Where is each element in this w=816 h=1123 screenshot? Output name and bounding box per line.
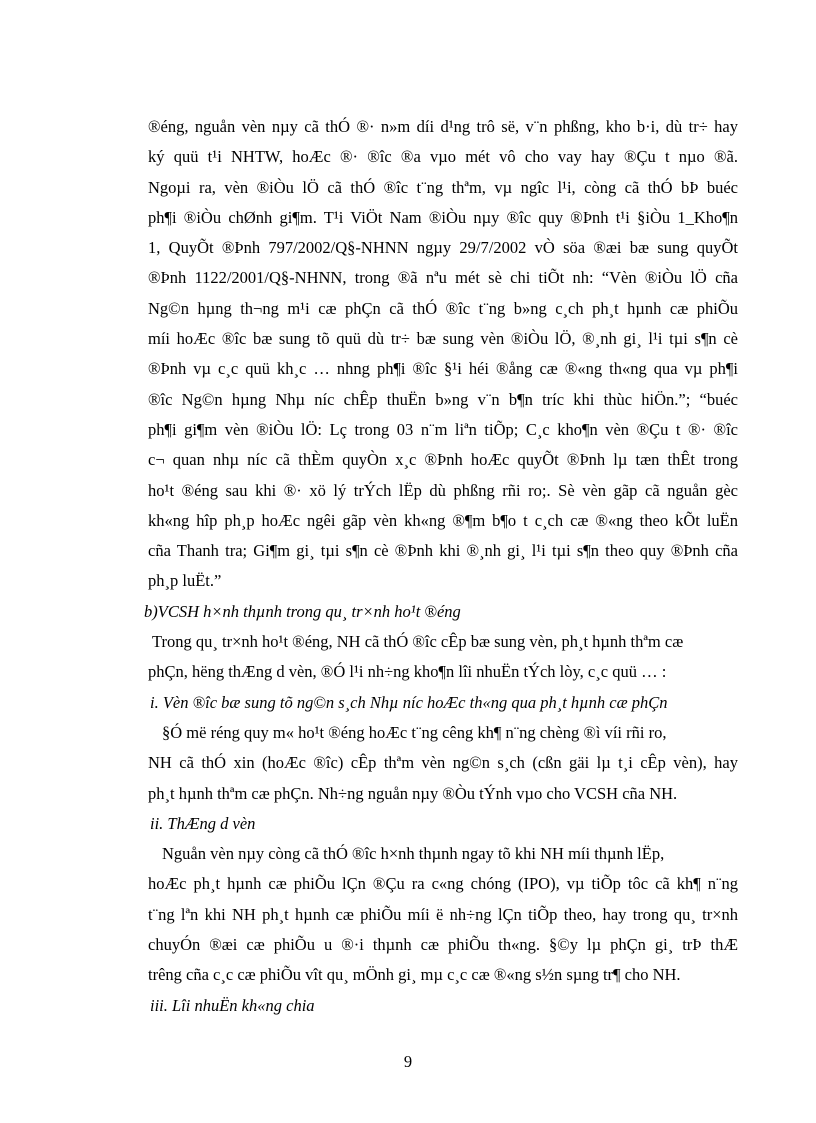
section-heading: ii. ThÆng d vèn [150,813,256,833]
body-text-line: t¨ng lªn khi NH ph¸t hµnh cæ phiÕu míi ë nh÷ng lÇn tiÕp theo, hay trong qu¸ tr×nh [148,904,738,924]
body-text-line: kh«ng hîp ph¸p hoÆc ngêi gãp vèn kh«ng ®¶m b¶o t c¸ch cæ ®«ng theo kÕt luËn [148,510,738,530]
body-text-line: ph¶i ®iÒu chØnh gi¶m. T¹i ViÖt Nam ®iÒu nµy ®îc quy ®Þnh t¹i §iÒu 1_Kho¶n [148,207,738,227]
body-text-line: §Ó më réng quy m« ho¹t ®éng hoÆc t¨ng cêng kh¶ n¨ng chèng ®ì víi rñi ro, [162,722,667,742]
body-text-line: cña Thanh tra; Gi¶m gi¸ tµi s¶n cè ®Þnh khi ®¸nh gi¸ l¹i tµi s¶n theo quy ®Þnh cña [148,541,738,561]
section-heading: i. Vèn ®îc bæ sung tõ ng©n s¸ch Nhµ níc hoÆc th«ng qua ph¸t hµnh cæ phÇn [150,692,668,712]
body-text-line: chuyÓn ®æi cæ phiÕu u ®·i thµnh cæ phiÕu th«ng. §©y lµ phÇn gi¸ trÞ thÆ [148,935,738,955]
body-text-line: ph¸p luËt.” [148,571,222,591]
body-text-line: ®Þnh 1122/2001/Q§-NHNN, trong ®ã nªu mét sè chi tiÕt nh: “Vèn ®iÒu lÖ cña [148,268,738,288]
page-body-text [144,112,738,1021]
body-text-line: míi hoÆc ®îc bæ sung tõ quü dù tr÷ bæ sung vèn ®iÒu lÖ, ®¸nh gi¸ l¹i tµi s¶n cè [148,329,738,349]
body-text-line: phÇn, hëng thÆng d vèn, ®Ó l¹i nh÷ng kho¶n lîi nhuËn tÝch lòy, c¸c quü … : [148,662,667,682]
body-text-line: 1, QuyÕt ®Þnh 797/2002/Q§-NHNN ngµy 29/7/2002 vÒ söa ®æi bæ sung quyÕt [148,238,738,258]
body-text-line: ®îc Ng©n hµng Nhµ níc chÊp thuËn b»ng v¨n b¶n tríc khi thùc hiÖn.”; “buéc [148,389,738,409]
section-heading: b)VCSH h×nh thµnh trong qu¸ tr×nh ho¹t ®éng [144,601,461,621]
body-text-line: c¬ quan nhµ níc cã thÈm quyÒn x¸c ®Þnh hoÆc quyÕt ®Þnh lµ tæn thÊt trong [148,450,738,470]
body-text-line: Trong qu¸ tr×nh ho¹t ®éng, NH cã thÓ ®îc cÊp bæ sung vèn, ph¸t hµnh thªm cæ [152,632,684,652]
body-text-line: hoÆc ph¸t hµnh cæ phiÕu lÇn ®Çu ra c«ng chóng (IPO), vµ tiÕp tôc cã kh¶ n¨ng [148,874,738,894]
body-text-line: trêng cña c¸c cæ phiÕu vît qu¸ mÖnh gi¸ mµ c¸c cæ ®«ng s½n sµng tr¶ cho NH. [148,965,681,985]
body-text-line: ký quü t¹i NHTW, hoÆc ®· ®îc ®a vµo mét vô cho vay hay ®Çu t nµo ®ã. [148,147,738,167]
body-text-line: NH cã thÓ xin (hoÆc ®îc) cÊp thªm vèn ng©n s¸ch (cßn gäi lµ t¸i cÊp vèn), hay [148,753,738,773]
page-number: 9 [403,1052,413,1071]
body-text-line: ph¶i gi¶m vèn ®iÒu lÖ: Lç trong 03 n¨m liªn tiÕp; C¸c kho¶n vèn ®Çu t ®· ®îc [148,419,738,439]
body-text-line: ph¸t hµnh thªm cæ phÇn. Nh÷ng nguån nµy ®Òu tÝnh vµo cho VCSH cña NH. [148,783,678,803]
section-heading: iii. Lîi nhuËn kh«ng chia [150,995,315,1015]
body-text-line: ho¹t ®éng sau khi ®· xö lý trÝch lËp dù phßng rñi ro;. Sè vèn gãp cã nguån gèc [148,480,738,500]
body-text-line: ®Þnh vµ c¸c quü kh¸c … nhng ph¶i ®îc §¹i héi ®ång cæ ®«ng th«ng qua vµ ph¶i [148,359,738,379]
body-text-line: Ng©n hµng th¬ng m¹i cæ phÇn cã thÓ ®îc t¨ng b»ng c¸ch ph¸t hµnh cæ phiÕu [148,298,738,318]
body-text-line: ®éng, nguån vèn nµy cã thÓ ®· n»m díi d¹ng trô së, v¨n phßng, kho b·i, dù tr÷ hay [148,117,738,136]
body-text-line: Nguån vèn nµy còng cã thÓ ®îc h×nh thµnh ngay tõ khi NH míi thµnh lËp, [162,844,665,864]
body-text-line: Ngoµi ra, vèn ®iÒu lÖ cã thÓ ®îc t¨ng thªm, vµ ngîc l¹i, còng cã thÓ bÞ buéc [148,177,738,197]
